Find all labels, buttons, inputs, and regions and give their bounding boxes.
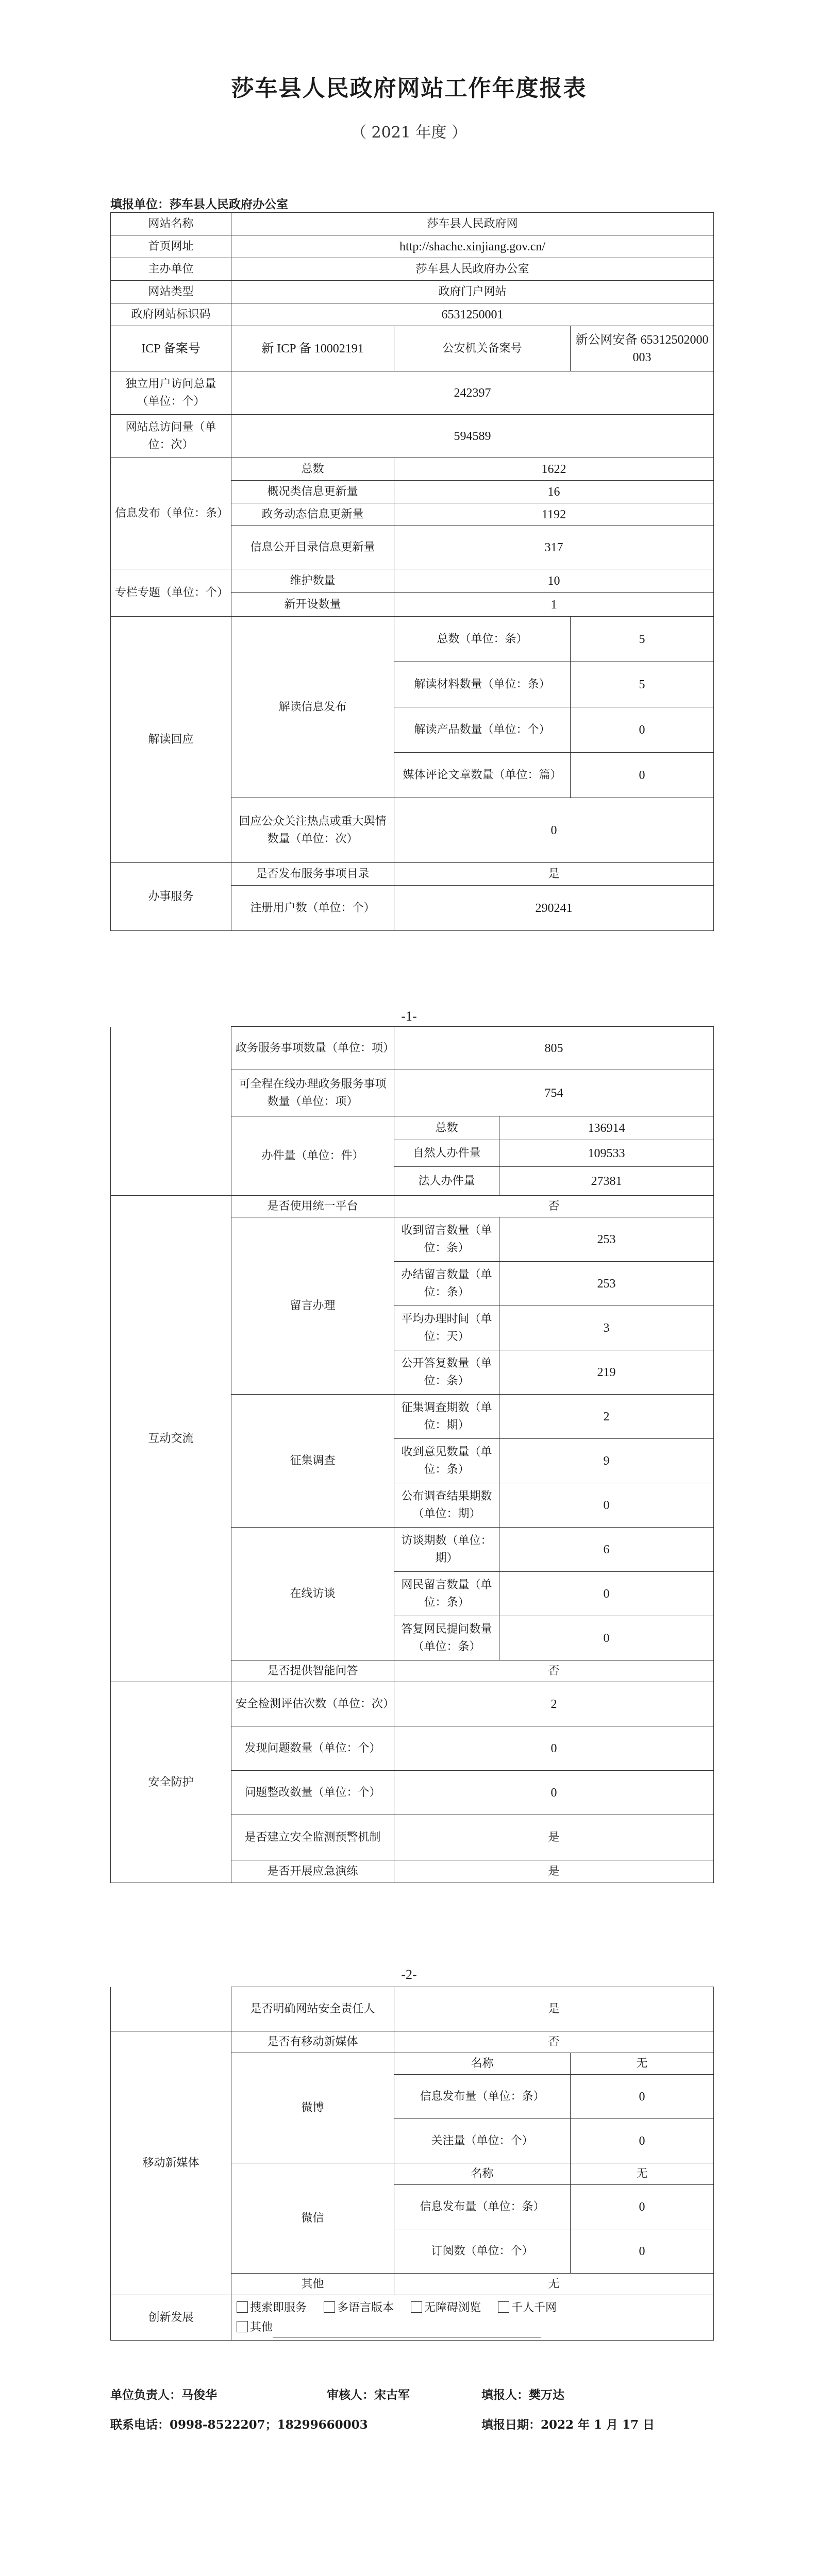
- value-interpret-product: 0: [571, 707, 714, 753]
- label-registered-users: 注册用户数（单位：个）: [231, 886, 394, 931]
- label-security-owner: 是否明确网站安全责任人: [231, 1987, 394, 2031]
- group-handled: 办件量（单位：件）: [231, 1116, 394, 1196]
- option-accessibility[interactable]: 无障碍浏览: [411, 2298, 481, 2318]
- page-number-1: -1-: [401, 1009, 417, 1024]
- value-has-mobile: 否: [394, 2031, 714, 2053]
- value-natural: 109533: [499, 1140, 714, 1167]
- label-has-mobile: 是否有移动新媒体: [231, 2031, 394, 2053]
- option-multilingual[interactable]: 多语言版本: [324, 2298, 394, 2318]
- group-interpret: 解读回应: [111, 617, 231, 863]
- report-year: （ 2021 年度 ）: [351, 124, 467, 142]
- value-msg-public: 219: [499, 1350, 714, 1395]
- value-wechat-subs: 0: [571, 2229, 714, 2274]
- value-full-online: 754: [394, 1070, 714, 1116]
- label-uv: 独立用户访问总量（单位：个）: [111, 371, 231, 415]
- value-handled-total: 136914: [499, 1116, 714, 1140]
- value-site-name: 莎车县人民政府网: [231, 213, 714, 235]
- report-table-page-2: [110, 1026, 714, 1883]
- value-news: 1192: [394, 503, 714, 526]
- report-table-page-1: [110, 212, 714, 931]
- label-weibo-posts: 信息发布量（单位：条）: [394, 2075, 571, 2119]
- value-info-total: 1622: [394, 458, 714, 481]
- value-host: 莎车县人民政府办公室: [231, 258, 714, 281]
- page-number-2: -2-: [401, 1967, 417, 1982]
- value-site-type: 政府门户网站: [231, 281, 714, 303]
- label-unified-platform: 是否使用统一平台: [231, 1196, 394, 1217]
- group-interaction: 互动交流: [111, 1196, 231, 1682]
- value-weibo-posts: 0: [571, 2075, 714, 2119]
- value-column-new: 1: [394, 593, 714, 617]
- reviewer: 审核人：宋古军: [327, 2388, 410, 2402]
- innovation-options: [231, 2295, 714, 2341]
- label-warning-mechanism: 是否建立安全监测预警机制: [231, 1815, 394, 1860]
- value-wechat-posts: 0: [571, 2185, 714, 2229]
- value-homepage: http://shache.xinjiang.gov.cn/: [231, 235, 714, 258]
- label-security-eval: 安全检测评估次数（单位：次）: [231, 1682, 394, 1726]
- label-handled-total: 总数: [394, 1116, 499, 1140]
- group-weibo: 微博: [231, 2053, 394, 2163]
- checkbox-icon[interactable]: [498, 2301, 509, 2313]
- option-search-service[interactable]: 搜索即服务: [237, 2298, 307, 2318]
- label-homepage: 首页网址: [111, 235, 231, 258]
- value-interviews: 6: [499, 1528, 714, 1572]
- value-security-eval: 2: [394, 1682, 714, 1726]
- label-column-new: 新开设数量: [231, 593, 394, 617]
- label-msg-received: 收到留言数量（单位：条）: [394, 1217, 499, 1262]
- label-opinions: 收到意见数量（单位：条）: [394, 1439, 499, 1483]
- label-service-items: 政务服务事项数量（单位：项）: [231, 1027, 394, 1070]
- label-icp: ICP 备案号: [111, 326, 231, 371]
- value-msg-received: 253: [499, 1217, 714, 1262]
- label-wechat-subs: 订阅数（单位：个）: [394, 2229, 571, 2274]
- report-table-page-3: [110, 1987, 714, 2341]
- value-smart-qa: 否: [394, 1660, 714, 1682]
- label-pv: 网站总访问量（单位：次）: [111, 415, 231, 458]
- label-full-online: 可全程在线办理政务服务事项数量（单位：项）: [231, 1070, 394, 1116]
- group-innovation: 创新发展: [111, 2295, 231, 2341]
- value-wechat-name: 无: [571, 2163, 714, 2185]
- filling-unit: 填报单位：莎车县人民政府办公室: [110, 197, 288, 211]
- value-net-questions: 0: [499, 1572, 714, 1616]
- label-weibo-fans: 关注量（单位：个）: [394, 2119, 571, 2163]
- label-msg-avg: 平均办理时间（单位：天）: [394, 1306, 499, 1350]
- value-warning-mechanism: 是: [394, 1815, 714, 1860]
- value-weibo-name: 无: [571, 2053, 714, 2075]
- label-survey-results: 公布调查结果期数（单位：期）: [394, 1483, 499, 1528]
- unit-leader: 单位负责人：马俊华: [110, 2388, 217, 2402]
- group-service-cont: [111, 1027, 231, 1196]
- label-smart-qa: 是否提供智能问答: [231, 1660, 394, 1682]
- value-msg-avg: 3: [499, 1306, 714, 1350]
- label-msg-public: 公开答复数量（单位：条）: [394, 1350, 499, 1395]
- label-weibo-name: 名称: [394, 2053, 571, 2075]
- value-column-maintain: 10: [394, 569, 714, 593]
- group-security: 安全防护: [111, 1682, 231, 1883]
- value-opinions: 9: [499, 1439, 714, 1483]
- value-msg-done: 253: [499, 1262, 714, 1306]
- value-issues-fixed: 0: [394, 1771, 714, 1815]
- filler: 填报人：樊万达: [481, 2388, 564, 2402]
- label-news: 政务动态信息更新量: [231, 503, 394, 526]
- option-other[interactable]: 其他: [237, 2318, 541, 2337]
- value-other-media: 无: [394, 2274, 714, 2295]
- group-messages: 留言办理: [231, 1217, 394, 1395]
- value-response: 0: [394, 798, 714, 863]
- value-survey-count: 2: [499, 1395, 714, 1439]
- group-interpret-release: 解读信息发布: [231, 617, 394, 798]
- label-police: 公安机关备案号: [394, 326, 571, 371]
- value-interpret-material: 5: [571, 662, 714, 707]
- checkbox-icon[interactable]: [411, 2301, 422, 2313]
- value-media-review: 0: [571, 753, 714, 798]
- report-title: 莎车县人民政府网站工作年度报表: [231, 75, 587, 101]
- value-open-catalog: 317: [394, 526, 714, 569]
- value-security-owner: 是: [394, 1987, 714, 2031]
- other-fill-line[interactable]: [273, 2326, 541, 2337]
- group-column: 专栏专题（单位：个）: [111, 569, 231, 617]
- group-survey: 征集调查: [231, 1395, 394, 1528]
- checkbox-icon[interactable]: [237, 2321, 248, 2332]
- value-overview: 16: [394, 481, 714, 503]
- label-issues-fixed: 问题整改数量（单位：个）: [231, 1771, 394, 1815]
- group-security-cont: [111, 1987, 231, 2031]
- label-answered: 答复网民提问数量（单位：条）: [394, 1616, 499, 1660]
- value-legal: 27381: [499, 1167, 714, 1196]
- contact-phone: 联系电话：0998-8522207；18299660003: [110, 2418, 368, 2432]
- value-survey-results: 0: [499, 1483, 714, 1528]
- value-interpret-total: 5: [571, 617, 714, 662]
- value-emergency-drill: 是: [394, 1860, 714, 1883]
- label-host: 主办单位: [111, 258, 231, 281]
- checkbox-icon[interactable]: [237, 2301, 248, 2313]
- value-site-code: 6531250001: [231, 303, 714, 326]
- label-info-total: 总数: [231, 458, 394, 481]
- option-personalized[interactable]: 千人千网: [498, 2298, 557, 2318]
- fill-date: 填报日期：2022 年 1 月 17 日: [481, 2418, 655, 2432]
- value-pv: 594589: [231, 415, 714, 458]
- label-wechat-posts: 信息发布量（单位：条）: [394, 2185, 571, 2229]
- label-interpret-product: 解读产品数量（单位：个）: [394, 707, 571, 753]
- group-info-release: 信息发布（单位：条）: [111, 458, 231, 569]
- value-weibo-fans: 0: [571, 2119, 714, 2163]
- label-net-questions: 网民留言数量（单位：条）: [394, 1572, 499, 1616]
- label-media-review: 媒体评论文章数量（单位：篇）: [394, 753, 571, 798]
- label-survey-count: 征集调查期数（单位：期）: [394, 1395, 499, 1439]
- value-service-items: 805: [394, 1027, 714, 1070]
- label-interpret-material: 解读材料数量（单位：条）: [394, 662, 571, 707]
- label-other-media: 其他: [231, 2274, 394, 2295]
- group-service: 办事服务: [111, 863, 231, 931]
- label-site-type: 网站类型: [111, 281, 231, 303]
- label-response: 回应公众关注热点或重大舆情数量（单位：次）: [231, 798, 394, 863]
- value-unified-platform: 否: [394, 1196, 714, 1217]
- value-issues-found: 0: [394, 1726, 714, 1771]
- checkbox-icon[interactable]: [324, 2301, 335, 2313]
- label-legal: 法人办件量: [394, 1167, 499, 1196]
- group-interview: 在线访谈: [231, 1528, 394, 1660]
- label-site-code: 政府网站标识码: [111, 303, 231, 326]
- label-service-catalog: 是否发布服务事项目录: [231, 863, 394, 886]
- label-column-maintain: 维护数量: [231, 569, 394, 593]
- value-service-catalog: 是: [394, 863, 714, 886]
- value-answered: 0: [499, 1616, 714, 1660]
- label-open-catalog: 信息公开目录信息更新量: [231, 526, 394, 569]
- label-natural: 自然人办件量: [394, 1140, 499, 1167]
- group-mobile: 移动新媒体: [111, 2031, 231, 2295]
- label-overview: 概况类信息更新量: [231, 481, 394, 503]
- label-msg-done: 办结留言数量（单位：条）: [394, 1262, 499, 1306]
- label-wechat-name: 名称: [394, 2163, 571, 2185]
- label-interviews: 访谈期数（单位：期）: [394, 1528, 499, 1572]
- label-interpret-total: 总数（单位：条）: [394, 617, 571, 662]
- label-issues-found: 发现问题数量（单位：个）: [231, 1726, 394, 1771]
- group-wechat: 微信: [231, 2163, 394, 2274]
- value-icp: 新 ICP 备 10002191: [231, 326, 394, 371]
- value-police: 新公网安备 65312502000003: [571, 326, 714, 371]
- value-registered-users: 290241: [394, 886, 714, 931]
- label-emergency-drill: 是否开展应急演练: [231, 1860, 394, 1883]
- value-uv: 242397: [231, 371, 714, 415]
- label-site-name: 网站名称: [111, 213, 231, 235]
